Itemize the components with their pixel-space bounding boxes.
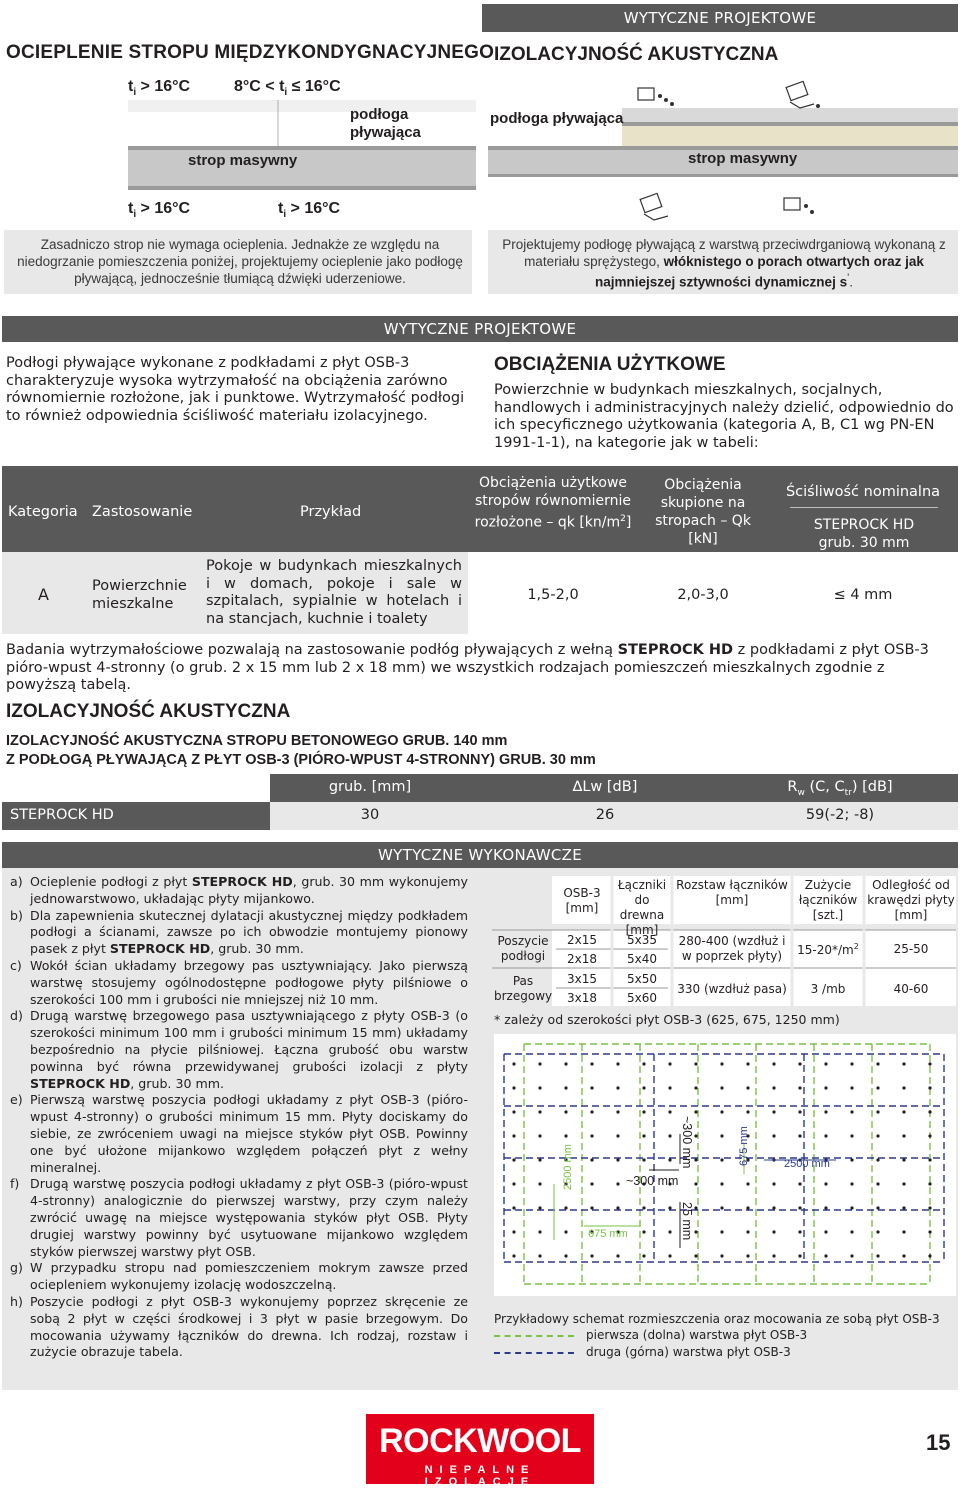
diagram-caption: Przykładowy schemat rozmieszczenia oraz mocowania ze sobą płyt OSB-3 <box>494 1312 940 1326</box>
exec-step-text: , grub. 30 mm. <box>210 941 304 957</box>
acoustic-thick-value: 30 <box>360 807 380 823</box>
fix-h-osb: OSB-3 [mm] <box>563 886 601 915</box>
fastener-point <box>694 1206 697 1209</box>
fix-r1-label: Poszycie podłogi <box>497 934 549 963</box>
fastener-point <box>928 1110 931 1113</box>
exec-step-4 <box>6 1008 468 1092</box>
dim-300-horizontal: ~300 mm <box>626 1174 679 1188</box>
fastener-point <box>928 1062 931 1065</box>
fix-r2-usage: 3 /mb <box>810 982 846 996</box>
fastener-point <box>590 1182 593 1185</box>
rockwool-logo <box>366 1414 594 1488</box>
fastener-point <box>720 1062 723 1065</box>
fastener-point <box>902 1254 905 1257</box>
fastener-point <box>746 1206 749 1209</box>
fastener-point <box>824 1086 827 1089</box>
fastener-point <box>538 1062 541 1065</box>
temp-label-top-mid: $8^\circ C < t_i \le 16^\circ C$ <box>234 78 341 99</box>
fastener-point <box>746 1110 749 1113</box>
fix-r2-dist: 40-60 <box>893 982 929 996</box>
fastener-point <box>746 1062 749 1065</box>
exec-step-3 <box>6 958 468 1008</box>
slab-label-left: strop masywny <box>188 152 298 169</box>
fastener-point <box>928 1158 931 1161</box>
fastener-point <box>538 1182 541 1185</box>
exec-step-text: , grub. 30 mm wykonujemy jednowarstwowo, układając płyty mijankowo. <box>30 874 468 906</box>
fastener-point <box>850 1230 853 1233</box>
fix-r2-label: Pas brzegowy <box>494 974 553 1003</box>
fastener-point <box>928 1134 931 1137</box>
fastener-point <box>772 1134 775 1137</box>
fastener-point <box>876 1110 879 1113</box>
legend-layer1-line <box>494 1335 574 1337</box>
fastener-point <box>668 1230 671 1233</box>
fastener-point <box>720 1206 723 1209</box>
exec-step-text: STEPROCK HD <box>109 941 211 957</box>
layout-diagram <box>494 1034 956 1296</box>
impact-sound-icon-top-1 <box>638 88 674 106</box>
fastener-point <box>642 1134 645 1137</box>
acoustic-note: Projektujemy podłogę pływającą z warstwą przeciwdrganiową wykonaną z materiału sprężystego, włóknistego o porach otwartych oraz jak najmniejszej sztywności dynamicznej s'. <box>502 237 946 290</box>
fastener-point <box>720 1158 723 1161</box>
fastener-point <box>668 1158 671 1161</box>
fix-r2b-osb: 3x18 <box>566 991 597 1005</box>
exec-step-text: Drugą warstwę brzegowego pasa usztywniającego z płyty OSB-3 (o szerokości minimum 100 mm i grubości minimum 15 mm) układamy bezpośrednio na płycie pilśniowej. Łączna grubość obu warstw powinna być równa przewidywanej grubości izolacji z płyty <box>30 1008 468 1074</box>
cat-row-zastosowanie: Powierzchnie mieszkalne <box>92 578 187 612</box>
fastener-point <box>694 1254 697 1257</box>
temp-label-top-left: $t_i > 16^\circ C$ <box>128 78 191 99</box>
cat-header-qk: Obciążenia użytkowe stropów równomiernie rozłożone – qk $[kn/m^2]$ <box>474 475 632 531</box>
exec-step-8 <box>6 1294 468 1361</box>
fastener-point <box>876 1254 879 1257</box>
dim-300-vertical: ~300 mm <box>680 1116 694 1169</box>
fixing-table <box>492 876 956 1010</box>
fix-r1-usage: $15-20*/m^2$ <box>797 942 859 957</box>
fastener-point <box>902 1182 905 1185</box>
fix-h-dist: Odległość od krawędzi płyty [mm] <box>867 878 955 922</box>
impact-sound-icon-bottom-2 <box>784 198 814 214</box>
dim-25: 25 mm <box>680 1202 694 1241</box>
cat-row-Qk: 2,0-3,0 <box>677 587 729 603</box>
cat-header-compress-divider <box>790 507 938 508</box>
rockwool-logo-text: ROCKWOOL <box>379 1422 581 1460</box>
fastener-point <box>772 1086 775 1089</box>
exec-step-letter: d) <box>10 1008 23 1024</box>
fastener-point <box>642 1254 645 1257</box>
fix-h-spacing: Rozstaw łączników [mm] <box>676 878 788 907</box>
fix-r1-spacing: 280-400 (wzdłuż i w poprzek płyty) <box>678 934 786 963</box>
fastener-point <box>850 1062 853 1065</box>
cat-header-compress: Ściśliwość nominalna <box>785 484 941 500</box>
fastener-point <box>590 1254 593 1257</box>
acoustic-col-lw: ∆Lw [dB] <box>572 779 638 795</box>
fastener-point <box>512 1110 515 1113</box>
loads-text: Powierzchnie w budynkach mieszkalnych, socjalnych, handlowych i administracyjnych należy dzielić, odpowiednio do ich specyficznego użytkowania (kategoria A, B, C1 wg PN-EN 1991-1-1), na kategorie jak w tabeli: <box>494 382 954 451</box>
fastener-point <box>538 1158 541 1161</box>
top-section-bar <box>482 4 958 32</box>
fastener-point <box>772 1254 775 1257</box>
acoustic-section-title-top: IZOLACYJNOŚĆ AKUSTYCZNA <box>494 44 779 65</box>
exec-step-letter: c) <box>10 957 22 973</box>
fixing-footnote: * zależy od szerokości płyt OSB-3 (625, 675, 1250 mm) <box>494 1012 840 1027</box>
acoustic-subtitle-2: Z PODŁOGĄ PŁYWAJĄCĄ Z PŁYT OSB-3 (PIÓRO-WPUST 4-STRONNY) GRUB. 30 mm <box>6 752 596 768</box>
acoustic-lw-value: 26 <box>595 807 615 823</box>
fastener-point <box>538 1206 541 1209</box>
fastener-point <box>694 1158 697 1161</box>
fastener-point <box>694 1182 697 1185</box>
cat-header-compress-sub: STEPROCK HD grub. 30 mm <box>813 517 915 551</box>
fastener-point <box>720 1134 723 1137</box>
fastener-point <box>772 1230 775 1233</box>
fastener-point <box>642 1158 645 1161</box>
fastener-point <box>642 1062 645 1065</box>
fastener-point <box>824 1182 827 1185</box>
fastener-point <box>564 1062 567 1065</box>
acoustic-subtitle-1: IZOLACYJNOŚĆ AKUSTYCZNA STROPU BETONOWEGO GRUB. 140 mm <box>6 733 508 749</box>
fastener-point <box>798 1086 801 1089</box>
fastener-point <box>512 1182 515 1185</box>
dim-675-vertical: 675 mm <box>738 1126 750 1166</box>
rockwool-logo-tagline: NIEPALNE IZOLACJE <box>424 1464 536 1488</box>
exec-step-7 <box>6 1260 468 1294</box>
fastener-point <box>694 1230 697 1233</box>
fastener-point <box>564 1134 567 1137</box>
left-floor-diagram <box>128 100 476 196</box>
exec-step-text: Pierwszą warstwę poszycia podłogi układamy z płyt OSB-3 (pióro-wpust 4-stronny) o grubości minimum 15 mm. Płyty dociskamy do siebie, ze zwróceniem uwagi na miejsce styków płyt OSB. Powinny one być ułożone mijankowo względem połączeń płyt z wełny mineralnej. <box>30 1092 468 1175</box>
fastener-point <box>590 1206 593 1209</box>
fastener-point <box>772 1062 775 1065</box>
fastener-point <box>902 1206 905 1209</box>
fastener-point <box>798 1134 801 1137</box>
fastener-point <box>512 1134 515 1137</box>
fastener-point <box>772 1182 775 1185</box>
fastener-point <box>616 1254 619 1257</box>
fastener-point <box>720 1086 723 1089</box>
fastener-point <box>668 1086 671 1089</box>
fastener-point <box>668 1206 671 1209</box>
fastener-point <box>512 1062 515 1065</box>
fastener-point <box>694 1086 697 1089</box>
exec-step-letter: a) <box>10 874 23 889</box>
legend-layer2-label: druga (górna) warstwa płyt OSB-3 <box>586 1345 791 1359</box>
fastener-point <box>512 1206 515 1209</box>
fastener-point <box>928 1206 931 1209</box>
fastener-point <box>876 1182 879 1185</box>
fastener-point <box>798 1110 801 1113</box>
fastener-point <box>824 1110 827 1113</box>
acoustic-title: IZOLACYJNOŚĆ AKUSTYCZNA <box>6 701 291 722</box>
legend-layer1-label: pierwsza (dolna) warstwa płyt OSB-3 <box>586 1328 808 1342</box>
fastener-point <box>564 1086 567 1089</box>
fix-r1b-conn: 5x40 <box>626 952 657 966</box>
acoustic-product: STEPROCK HD <box>10 807 114 823</box>
fastener-point <box>590 1086 593 1089</box>
fastener-point <box>538 1110 541 1113</box>
osb-paragraph: Podłogi pływające wykonane z podkładami z płyt OSB-3 charakteryzuje wysoka wytrzymałość na obciążenia zarówno równomiernie rozłożone, jak i punktowe. Wytrzymałość podłogi to również odpowiednia ściśliwość materiału izolacyjnego. <box>6 355 465 424</box>
fastener-point <box>772 1110 775 1113</box>
fastener-point <box>590 1110 593 1113</box>
fastener-point <box>564 1254 567 1257</box>
fastener-point <box>772 1206 775 1209</box>
fastener-point <box>720 1230 723 1233</box>
fastener-point <box>720 1110 723 1113</box>
dim-2500-vertical: 2500 mm <box>562 1144 574 1190</box>
fastener-point <box>850 1158 853 1161</box>
fastener-point <box>538 1086 541 1089</box>
cat-header-zastosowanie: Zastosowanie <box>92 504 193 520</box>
fastener-point <box>590 1158 593 1161</box>
fastener-point <box>694 1134 697 1137</box>
fastener-point <box>824 1134 827 1137</box>
fastener-point <box>824 1254 827 1257</box>
fastener-point <box>616 1062 619 1065</box>
exec-step-text: Dla zapewnienia skutecznej dylatacji akustycznej między podkładem podłogi a ścianami, zawsze po ich obwodzie montujemy pionowy pasek z płyt <box>30 907 468 957</box>
fastener-point <box>928 1086 931 1089</box>
fastener-point <box>746 1182 749 1185</box>
impact-sound-icon-top-2 <box>786 81 820 108</box>
fastener-point <box>538 1230 541 1233</box>
cat-row-kategoria: A <box>38 585 49 604</box>
fastener-point <box>616 1182 619 1185</box>
fastener-point <box>616 1134 619 1137</box>
fastener-point <box>850 1134 853 1137</box>
floating-floor-label-left: podłoga pływająca <box>350 106 421 141</box>
fastener-point <box>824 1230 827 1233</box>
fastener-point <box>876 1134 879 1137</box>
insulation-note: Zasadniczo strop nie wymaga ocieplenia. Jednakże ze względu na niedogrzanie pomieszczenia poniżej, projektujemy ocieplenie jako podłogę pływającą, jednocześnie tłumiącą dźwięki uderzeniowe. <box>17 237 463 286</box>
fastener-point <box>564 1230 567 1233</box>
fastener-point <box>668 1254 671 1257</box>
fastener-point <box>902 1086 905 1089</box>
dim-675-horizontal: 675 mm <box>588 1228 628 1240</box>
fastener-point <box>564 1110 567 1113</box>
fastener-point <box>824 1062 827 1065</box>
fastener-point <box>798 1062 801 1065</box>
exec-step-1 <box>6 874 468 908</box>
fastener-point <box>564 1206 567 1209</box>
exec-step-letter: b) <box>10 907 23 923</box>
fastener-point <box>512 1086 515 1089</box>
fastener-point <box>876 1230 879 1233</box>
fastener-point <box>902 1230 905 1233</box>
exec-step-letter: f) <box>10 1176 20 1192</box>
fastener-point <box>902 1134 905 1137</box>
fastener-point <box>694 1062 697 1065</box>
fastener-point <box>642 1110 645 1113</box>
fastener-point <box>668 1062 671 1065</box>
cat-row-przyklad: Pokoje w budynkach mieszkalnych i w domach, pokoje i sale w szpitalach, sypialnie w hotelach i na stancjach, kuchnie i toalety <box>206 558 462 627</box>
fastener-point <box>538 1254 541 1257</box>
acoustic-col-rw: $R_w$ (C, $C_{tr}$) [dB] <box>787 779 893 798</box>
exec-step-text: Poszycie podłogi z płyt OSB-3 wykonujemy poprzez skręcenie ze sobą 2 płyt w części środkowej i 3 płyt w pasie brzegowym. Do mocowania używamy łączników do drewna. Ich rodzaj, rozstaw i zużycie obrazuje tabela. <box>30 1293 468 1360</box>
cat-row-qk: 1,5-2,0 <box>527 587 579 603</box>
legend-layer2-line <box>494 1352 574 1354</box>
exec-step-text: Drugą warstwę poszycia podłogi układamy z płyt OSB-3 (pióro-wpust 4-stronny) analogicznie do pierwszej warstwy, przy czym należy zwrócić uwagę na miejsce występowania styków płyt OSB. Płyty drugiej warstwy powinny być usytuowane mijankowo względem styków pierwszej warstwy płyt OSB. <box>30 1176 468 1259</box>
fastener-point <box>902 1062 905 1065</box>
page-number: 15 <box>926 1430 951 1455</box>
fastener-point <box>902 1110 905 1113</box>
fastener-point <box>798 1206 801 1209</box>
temp-label-bottom-left: $t_i > 16^\circ C$ <box>128 200 191 221</box>
fix-r2-spacing: 330 (wzdłuż pasa) <box>677 982 787 996</box>
fastener-point <box>746 1254 749 1257</box>
exec-step-2 <box>6 908 468 958</box>
slab-label-right: strop masywny <box>688 150 798 167</box>
fastener-point <box>668 1134 671 1137</box>
fastener-point <box>642 1230 645 1233</box>
fastener-point <box>616 1086 619 1089</box>
fix-r1a-conn: 5x35 <box>626 933 657 947</box>
fastener-point <box>512 1254 515 1257</box>
floating-floor-label-right: podłoga pływająca <box>490 110 624 127</box>
fix-r1b-osb: 2x18 <box>566 952 597 966</box>
fastener-point <box>694 1110 697 1113</box>
research-paragraph: Badania wytrzymałościowe pozwalają na zastosowanie podłóg pływających z wełną STEPROCK HD z podkładami z płyt OSB-3 pióro-wpust 4-stronny (o grub. 2 x 15 mm lub 2 x 18 mm) we wszystkich rodzajach pomieszczeń mieszkalnych zgodnie z powyższą tabelą. <box>6 642 929 693</box>
exec-step-letter: g) <box>10 1260 23 1276</box>
fastener-point <box>538 1134 541 1137</box>
fix-h-conn: Łączniki do drewna [mm] <box>617 878 667 937</box>
left-floor-layers <box>128 100 476 196</box>
exec-step-letter: h) <box>10 1293 23 1309</box>
fastener-point <box>720 1182 723 1185</box>
exec-step-letter: e) <box>10 1092 23 1108</box>
fastener-point <box>642 1206 645 1209</box>
fastener-point <box>876 1086 879 1089</box>
fix-r1-dist: 25-50 <box>893 942 929 956</box>
fastener-point <box>746 1086 749 1089</box>
fix-r2b-conn: 5x60 <box>626 991 657 1005</box>
fastener-point <box>590 1062 593 1065</box>
fastener-point <box>798 1254 801 1257</box>
fastener-point <box>642 1086 645 1089</box>
fastener-point <box>616 1110 619 1113</box>
fastener-point <box>616 1158 619 1161</box>
temp-label-bottom-mid: $t_i > 16^\circ C$ <box>278 200 341 221</box>
top-section-bar-label: WYTYCZNE PROJEKTOWE <box>623 9 817 27</box>
fastener-point <box>928 1182 931 1185</box>
exec-step-text: Ocieplenie podłogi z płyt <box>30 874 192 889</box>
fastener-point <box>876 1158 879 1161</box>
fastener-point <box>824 1206 827 1209</box>
fastener-point <box>928 1254 931 1257</box>
fastener-point <box>616 1206 619 1209</box>
fastener-point <box>876 1206 879 1209</box>
fastener-point <box>590 1134 593 1137</box>
mid-section-bar: WYTYCZNE PROJEKTOWE <box>2 316 958 342</box>
fastener-point <box>850 1182 853 1185</box>
exec-step-text: STEPROCK HD <box>30 1075 131 1091</box>
exec-step-text: STEPROCK HD <box>191 874 293 889</box>
acoustic-rw-value: 59(-2; -8) <box>805 807 875 823</box>
exec-step-text: Wokół ścian układamy brzegowy pas usztywniający. Jako pierwszą warstwę stosujemy ogólnodostępne podłogowe płyty pilśniowe o szerokości 100 mm i grubości nie mniejszej niż 10 mm. <box>30 957 468 1007</box>
exec-steps-list <box>6 874 468 1361</box>
fix-r2a-conn: 5x50 <box>626 972 657 986</box>
fastener-point <box>798 1182 801 1185</box>
fastener-point <box>668 1110 671 1113</box>
acoustic-col-thick: grub. [mm] <box>328 779 412 795</box>
fastener-point <box>850 1254 853 1257</box>
fastener-point <box>876 1062 879 1065</box>
exec-step-6 <box>6 1176 468 1260</box>
dim-2500-horizontal: 2500 mm <box>784 1158 830 1170</box>
exec-step-text: W przypadku stropu nad pomieszczeniem mokrym zawsze przed ociepleniem wykonujemy izolację wodoszczelną. <box>30 1260 468 1293</box>
loads-title: OBCIĄŻENIA UŻYTKOWE <box>494 354 726 375</box>
fastener-point <box>798 1230 801 1233</box>
cat-row-compress: ≤ 4 mm <box>833 587 893 603</box>
fix-r2a-osb: 3x15 <box>566 972 597 986</box>
fastener-point <box>902 1158 905 1161</box>
fix-h-usage: Zużycie łączników [szt.] <box>798 878 858 922</box>
fastener-point <box>746 1230 749 1233</box>
cat-header-kategoria: Kategoria <box>8 504 78 520</box>
fastener-point <box>850 1206 853 1209</box>
cat-header-przyklad: Przykład <box>300 504 362 520</box>
exec-step-5 <box>6 1092 468 1176</box>
impact-sound-icon-bottom-1 <box>640 193 668 220</box>
fastener-point <box>928 1230 931 1233</box>
fastener-point <box>720 1254 723 1257</box>
cat-header-Qk: Obciążenia skupione na stropach – Qk [kN] <box>655 477 751 547</box>
insulation-section-title: OCIEPLENIE STROPU MIĘDZYKONDYGNACYJNEGO <box>6 42 495 63</box>
exec-section-bar: WYTYCZNE WYKONAWCZE <box>2 842 958 868</box>
fix-r1a-osb: 2x15 <box>566 933 597 947</box>
fastener-point <box>850 1110 853 1113</box>
fastener-point <box>512 1158 515 1161</box>
fastener-point <box>850 1086 853 1089</box>
fastener-point <box>512 1230 515 1233</box>
exec-step-text: , grub. 30 mm. <box>130 1075 225 1091</box>
